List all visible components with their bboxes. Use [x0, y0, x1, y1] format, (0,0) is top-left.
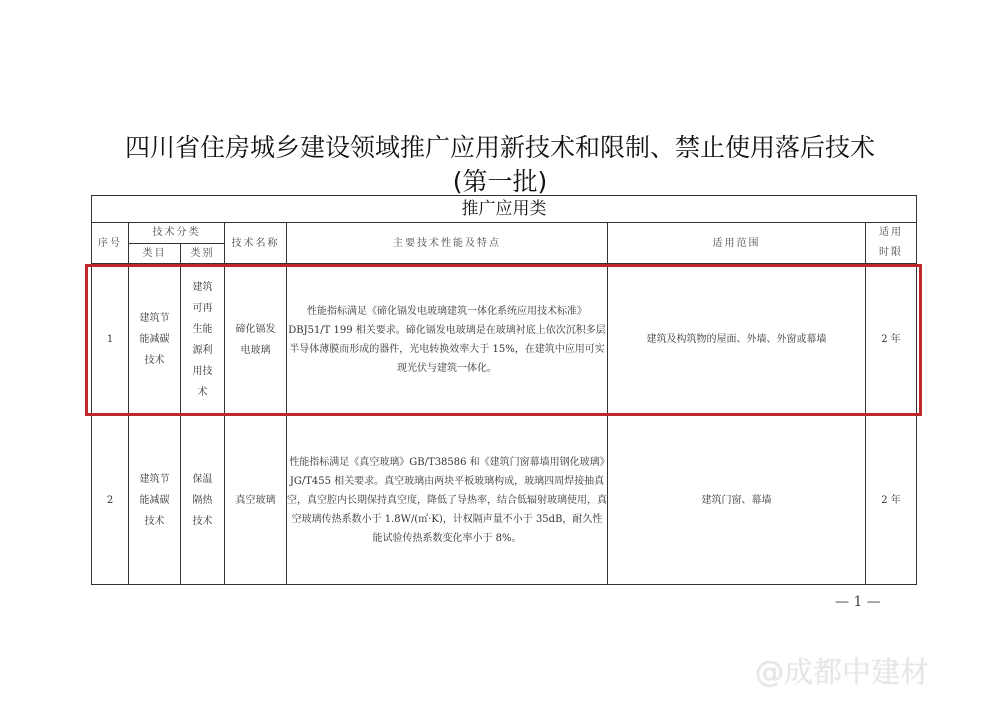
- header-tech-name: 技术名称: [225, 223, 287, 264]
- cell-seq: 1: [92, 264, 129, 416]
- header-type: 类别: [181, 243, 225, 264]
- header-tech-category: 技术分类: [129, 223, 225, 244]
- header-category: 类目: [129, 243, 181, 264]
- cell-seq: 2: [92, 416, 129, 585]
- table-row: [92, 416, 917, 585]
- header-features: 主要技术性能及特点: [287, 223, 608, 264]
- cell-period: 2 年: [866, 416, 917, 585]
- cell-tech-name: 碲化镉发电玻璃: [225, 264, 287, 416]
- cell-type: 保温隔热技术: [181, 416, 225, 585]
- page-number: — 1 —: [835, 594, 881, 610]
- cell-period: 2 年: [866, 264, 917, 416]
- cell-category: 建筑节能减碳技术: [129, 264, 181, 416]
- cell-features: 性能指标满足《真空玻璃》GB/T38586 和《建筑门窗幕墙用钢化玻璃》JG/T455 相关要求。真空玻璃由两块平板玻璃构成，玻璃四周焊接抽真空，真空腔内长期保持真空度，降低了导热率，结合低辐射玻璃使用，真空玻璃传热系数小于 1.8W/(㎡·K)，计权隔声量不小于 35dB，耐久性能试验传热系数变化率小于 8%。: [287, 416, 608, 585]
- cell-tech-name: 真空玻璃: [225, 416, 287, 585]
- section-title: 推广应用类: [92, 196, 917, 223]
- header-period: 适用时限: [866, 223, 917, 264]
- cell-scope: 建筑及构筑物的屋面、外墙、外窗或幕墙: [608, 264, 866, 416]
- document-title: 四川省住房城乡建设领域推广应用新技术和限制、禁止使用落后技术: [124, 133, 875, 162]
- watermark: @成都中建材: [755, 655, 930, 689]
- document-subtitle: (第一批): [452, 167, 548, 196]
- technology-table: [91, 195, 917, 585]
- cell-type: 建筑可再生能源利用技术: [181, 264, 225, 416]
- table-row: [92, 264, 917, 416]
- cell-features: 性能指标满足《碲化镉发电玻璃建筑一体化系统应用技术标准》DBJ51/T 199 相关要求。碲化镉发电玻璃是在玻璃衬底上依次沉积多层半导体薄膜而形成的器件，光电转换效率大于 15%，在建筑中应用可实现光伏与建筑一体化。: [287, 264, 608, 416]
- header-seq: 序号: [92, 223, 129, 264]
- cell-category: 建筑节能减碳技术: [129, 416, 181, 585]
- header-scope: 适用范围: [608, 223, 866, 264]
- cell-scope: 建筑门窗、幕墙: [608, 416, 866, 585]
